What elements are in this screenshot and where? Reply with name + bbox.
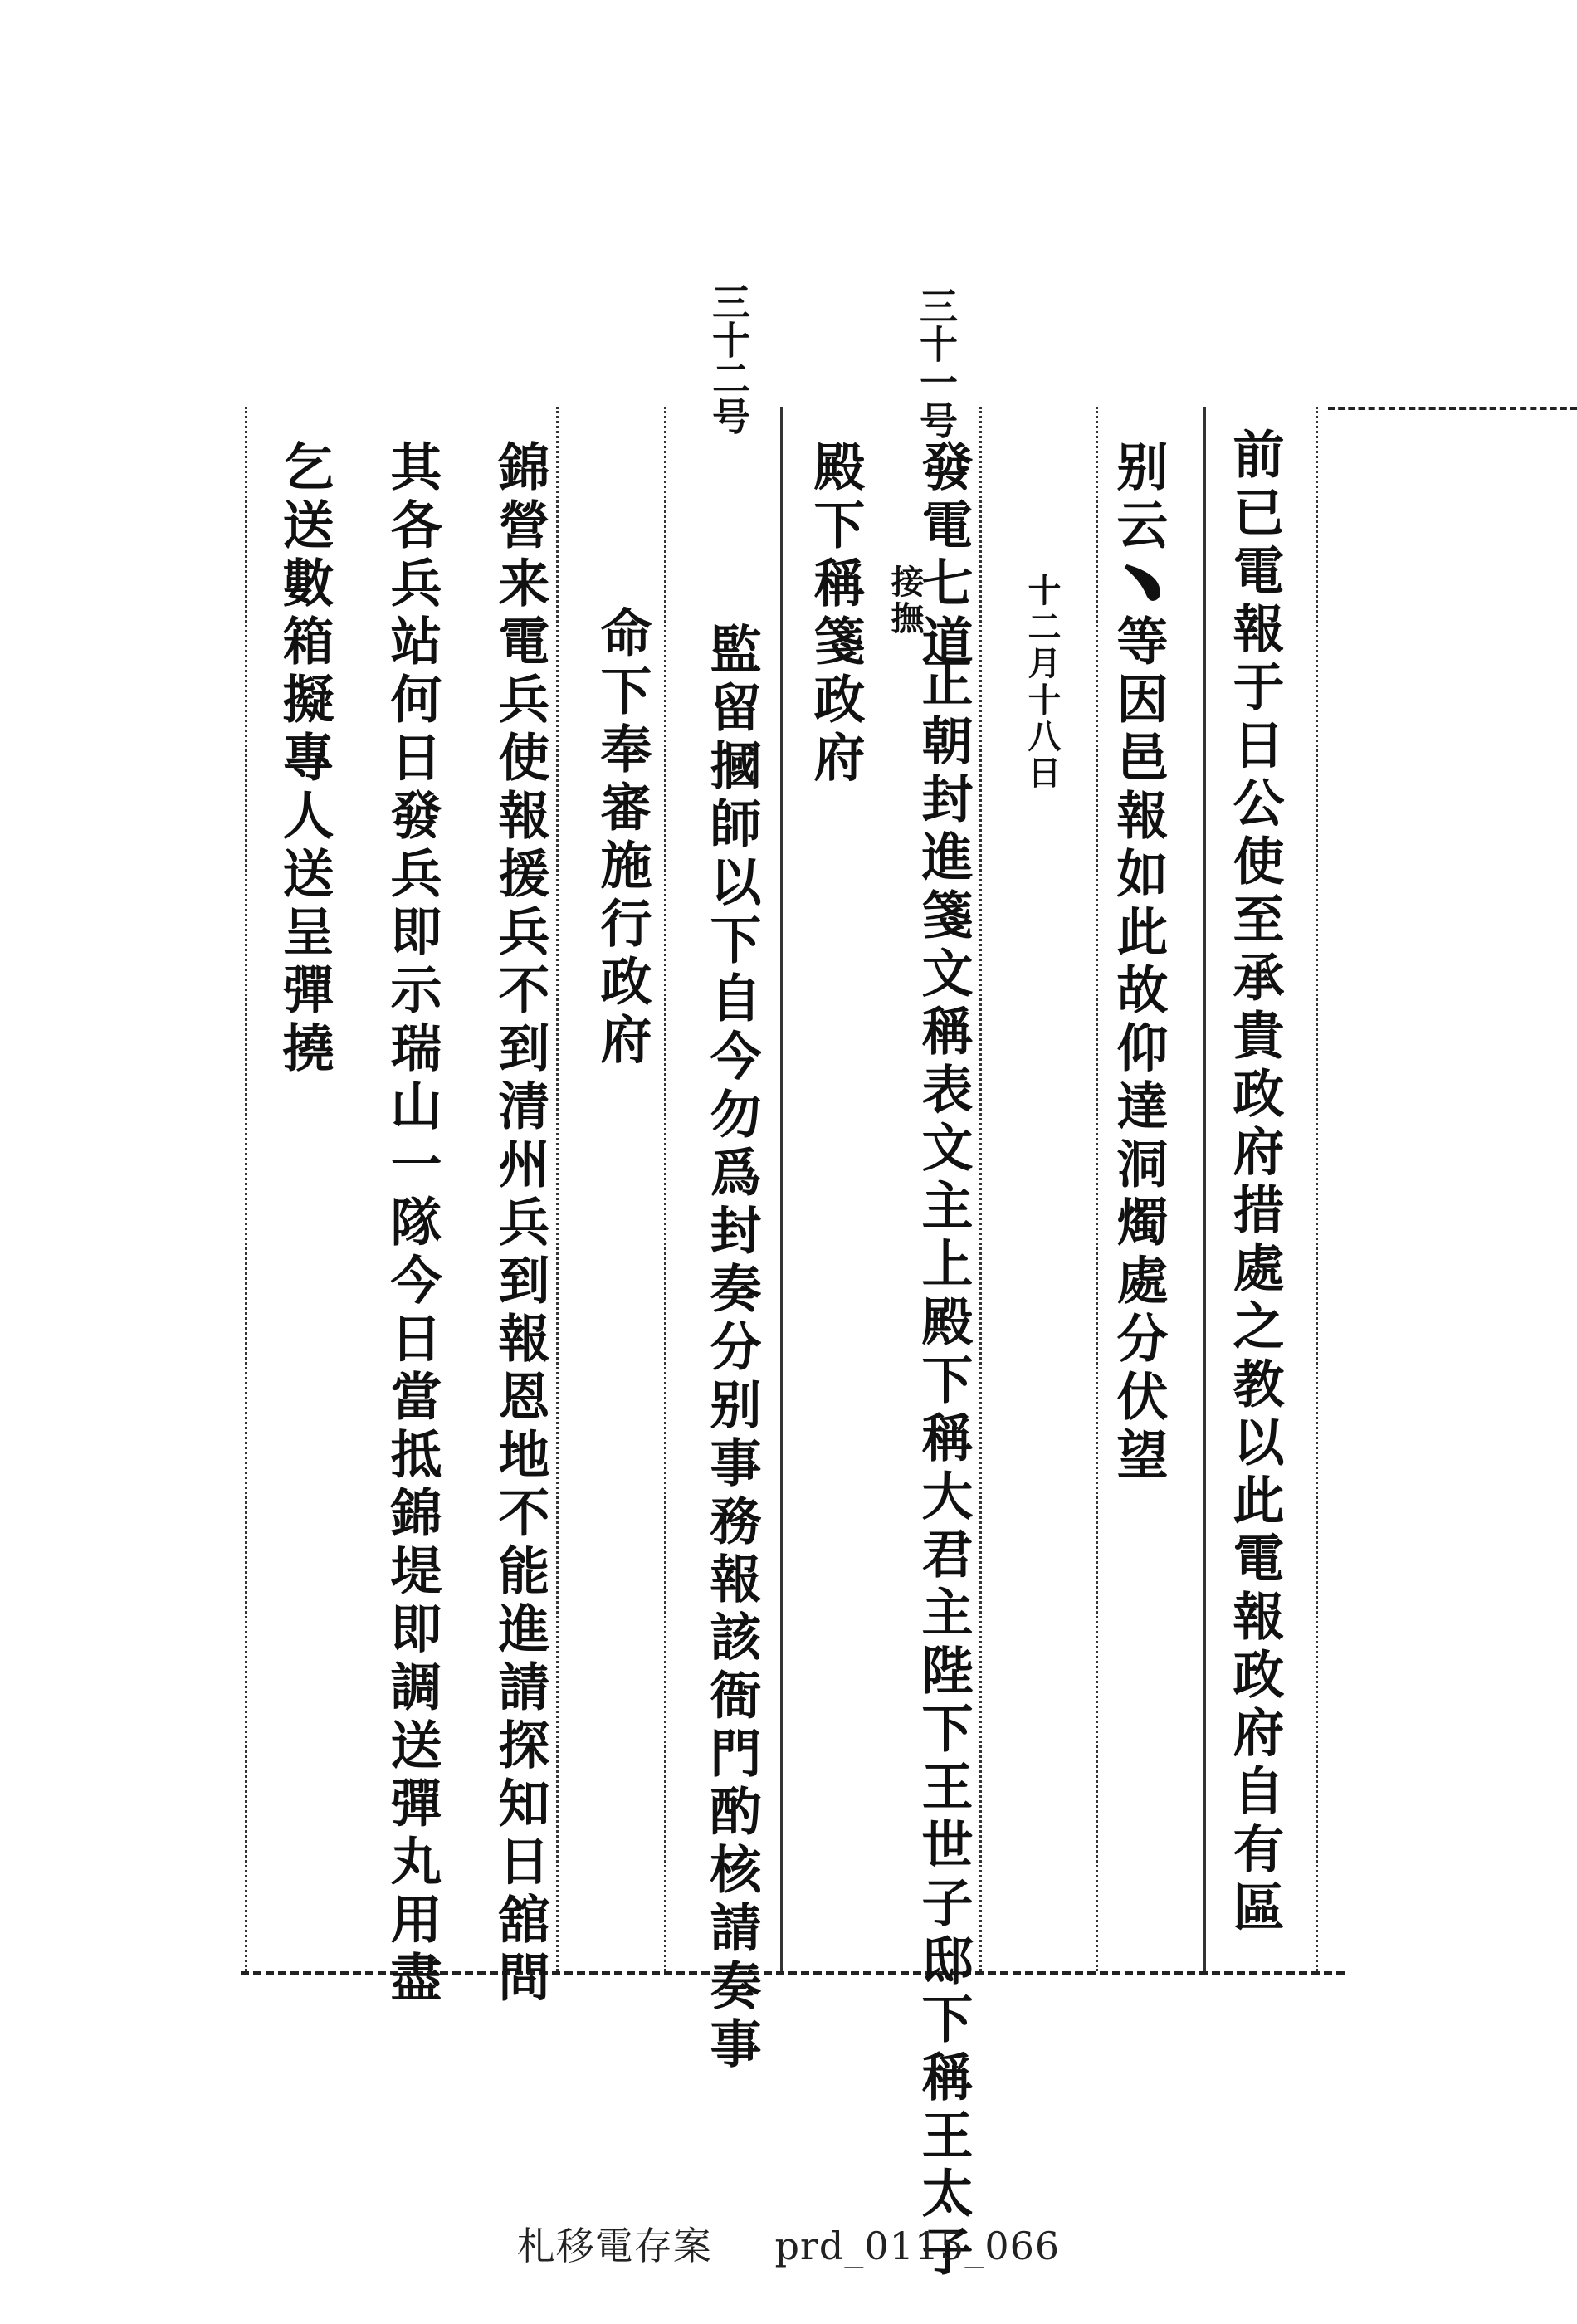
text-column-3a: 發電七道	[913, 440, 974, 672]
column-rule	[556, 407, 559, 1971]
inline-note-column: 接撫	[886, 564, 925, 637]
column-rule	[780, 407, 783, 1971]
date-column: 十二月十八日	[1023, 573, 1062, 792]
text-column-2: 别云﹅等因邑報如此故仰達洞燭處分伏望	[1108, 440, 1169, 1486]
column-rule	[979, 407, 982, 1971]
collection-title: 札移電存案	[516, 2224, 712, 2268]
text-column-3b: 正朝封進箋文稱表文主上殿下稱大君主陛下王世子邸下稱王太子	[913, 656, 974, 2282]
column-rule	[245, 407, 247, 1971]
column-rule	[1316, 407, 1318, 1971]
text-column-6: 命下奉審施行政府	[592, 606, 652, 1071]
column-rule	[1204, 407, 1206, 1971]
column-rule	[1096, 407, 1098, 1971]
text-column-7: 錦營来電兵使報援兵不到清州兵到報恩地不能進請探知日舘問	[490, 440, 550, 2009]
column-rule	[664, 407, 666, 1971]
page-footer	[0, 2216, 1577, 2271]
text-column-5: 監留摑師以下自今勿爲封奏分别事務報該衙門酌核請奏事	[701, 622, 762, 2075]
text-column-1: 前已電報于日公使至承貴政府措處之教以此電報政府自有區	[1224, 427, 1285, 1938]
entry-number-32: 三十二号	[706, 282, 751, 435]
text-column-4: 殿下稱箋政府	[805, 440, 866, 788]
text-column-8: 其各兵站何日發兵即示瑞山一隊今日當抵錦堤即調送彈丸用盡	[382, 440, 442, 2009]
entry-number-31: 三十一号	[914, 286, 959, 439]
page-id: prd_0115_066	[774, 2224, 1061, 2268]
top-rule-line	[1328, 407, 1577, 410]
text-column-9: 乞送數箱擬專人送呈彈撓	[274, 440, 334, 1079]
